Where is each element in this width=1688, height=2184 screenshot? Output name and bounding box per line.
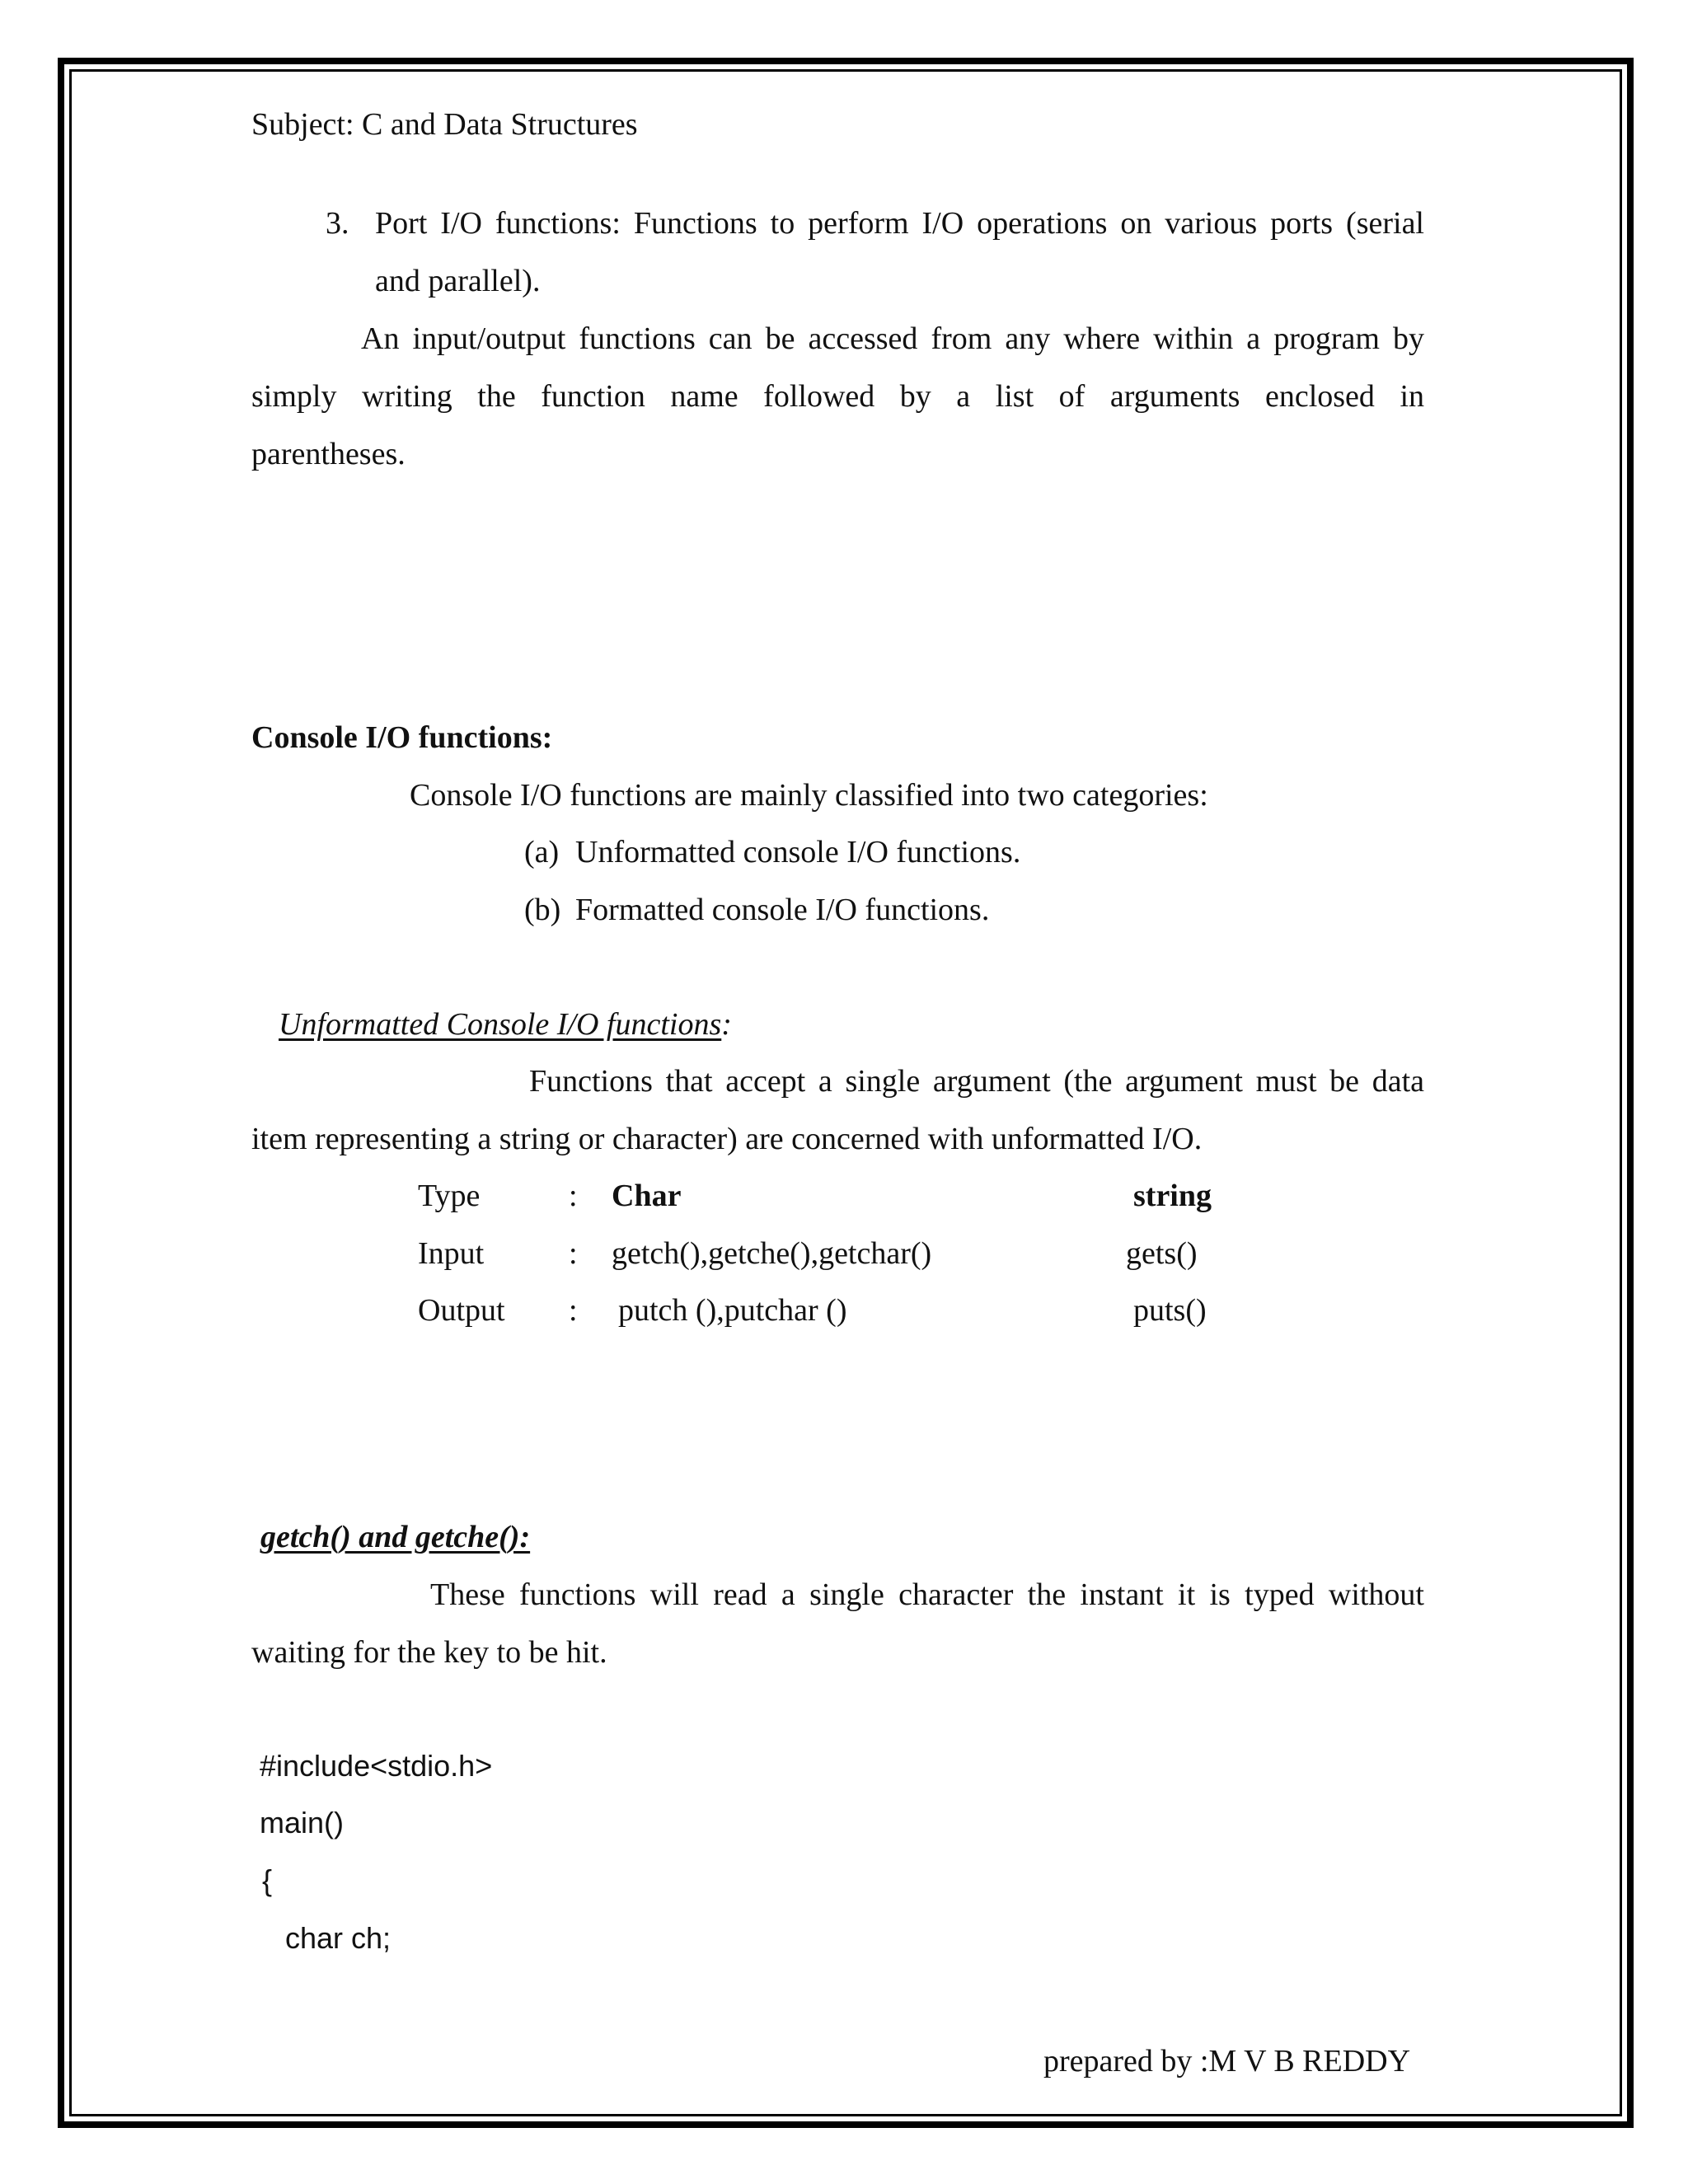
port-item-line-2: and parallel). xyxy=(375,264,541,298)
list-item-formatted: Formatted console I/O functions. xyxy=(575,893,990,927)
unformatted-heading-row xyxy=(251,1009,732,1040)
list-marker-a: (a) xyxy=(524,835,560,869)
list-item-unformatted: Unformatted console I/O functions. xyxy=(575,835,1021,869)
io-paragraph-line-1: An input/output functions can be accessed from any where within a program by xyxy=(361,321,1424,356)
code-line-2: main() xyxy=(260,1806,345,1840)
io-table-output-char: putch (),putchar () xyxy=(618,1293,847,1328)
unformatted-heading: Unformatted Console I/O functions xyxy=(279,1007,722,1042)
code-line-3: { xyxy=(262,1863,273,1897)
list-marker-b: (b) xyxy=(524,893,561,927)
io-paragraph-line-2: simply writing the function name followed by a list of arguments enclosed in xyxy=(251,379,1424,414)
io-table-output-string: puts() xyxy=(1133,1293,1207,1328)
getch-heading: getch() and getche(): xyxy=(260,1520,531,1554)
code-line-4: char ch; xyxy=(285,1921,392,1955)
io-table-string-header: string xyxy=(1133,1179,1212,1213)
io-table-output-sep: : xyxy=(569,1293,578,1328)
io-table-input-label: Input xyxy=(418,1236,485,1271)
io-paragraph-line-3: parentheses. xyxy=(251,437,406,471)
io-table-output-label: Output xyxy=(418,1293,505,1328)
getch-line-2: waiting for the key to be hit. xyxy=(251,1635,607,1670)
console-io-heading: Console I/O functions: xyxy=(251,720,553,755)
list-number-3: 3. xyxy=(326,206,349,241)
io-table-type-sep: : xyxy=(569,1179,578,1213)
getch-line-1: These functions will read a single character the instant it is typed without xyxy=(430,1577,1424,1612)
unformatted-line-1: Functions that accept a single argument (the argument must be data xyxy=(529,1064,1424,1099)
console-io-intro: Console I/O functions are mainly classified into two categories: xyxy=(410,778,1208,813)
io-table-type-label: Type xyxy=(418,1179,481,1213)
io-table-input-char: getch(),getche(),getchar() xyxy=(612,1236,932,1271)
port-item-line-1: Port I/O functions: Functions to perform I/O operations on various ports (serial xyxy=(375,206,1424,241)
io-table-input-string: gets() xyxy=(1126,1236,1198,1271)
subject-header: Subject: C and Data Structures xyxy=(251,107,638,142)
io-table-input-sep: : xyxy=(569,1236,578,1271)
code-line-1: #include<stdio.h> xyxy=(260,1749,493,1783)
unformatted-heading-colon: : xyxy=(721,1007,732,1042)
unformatted-heading-wrap xyxy=(251,1009,721,1040)
io-table-char-header: Char xyxy=(612,1179,682,1213)
unformatted-line-2: item representing a string or character) are concerned with unformatted I/O. xyxy=(251,1122,1203,1156)
prepared-by-footer: prepared by :M V B REDDY xyxy=(1043,2044,1411,2079)
